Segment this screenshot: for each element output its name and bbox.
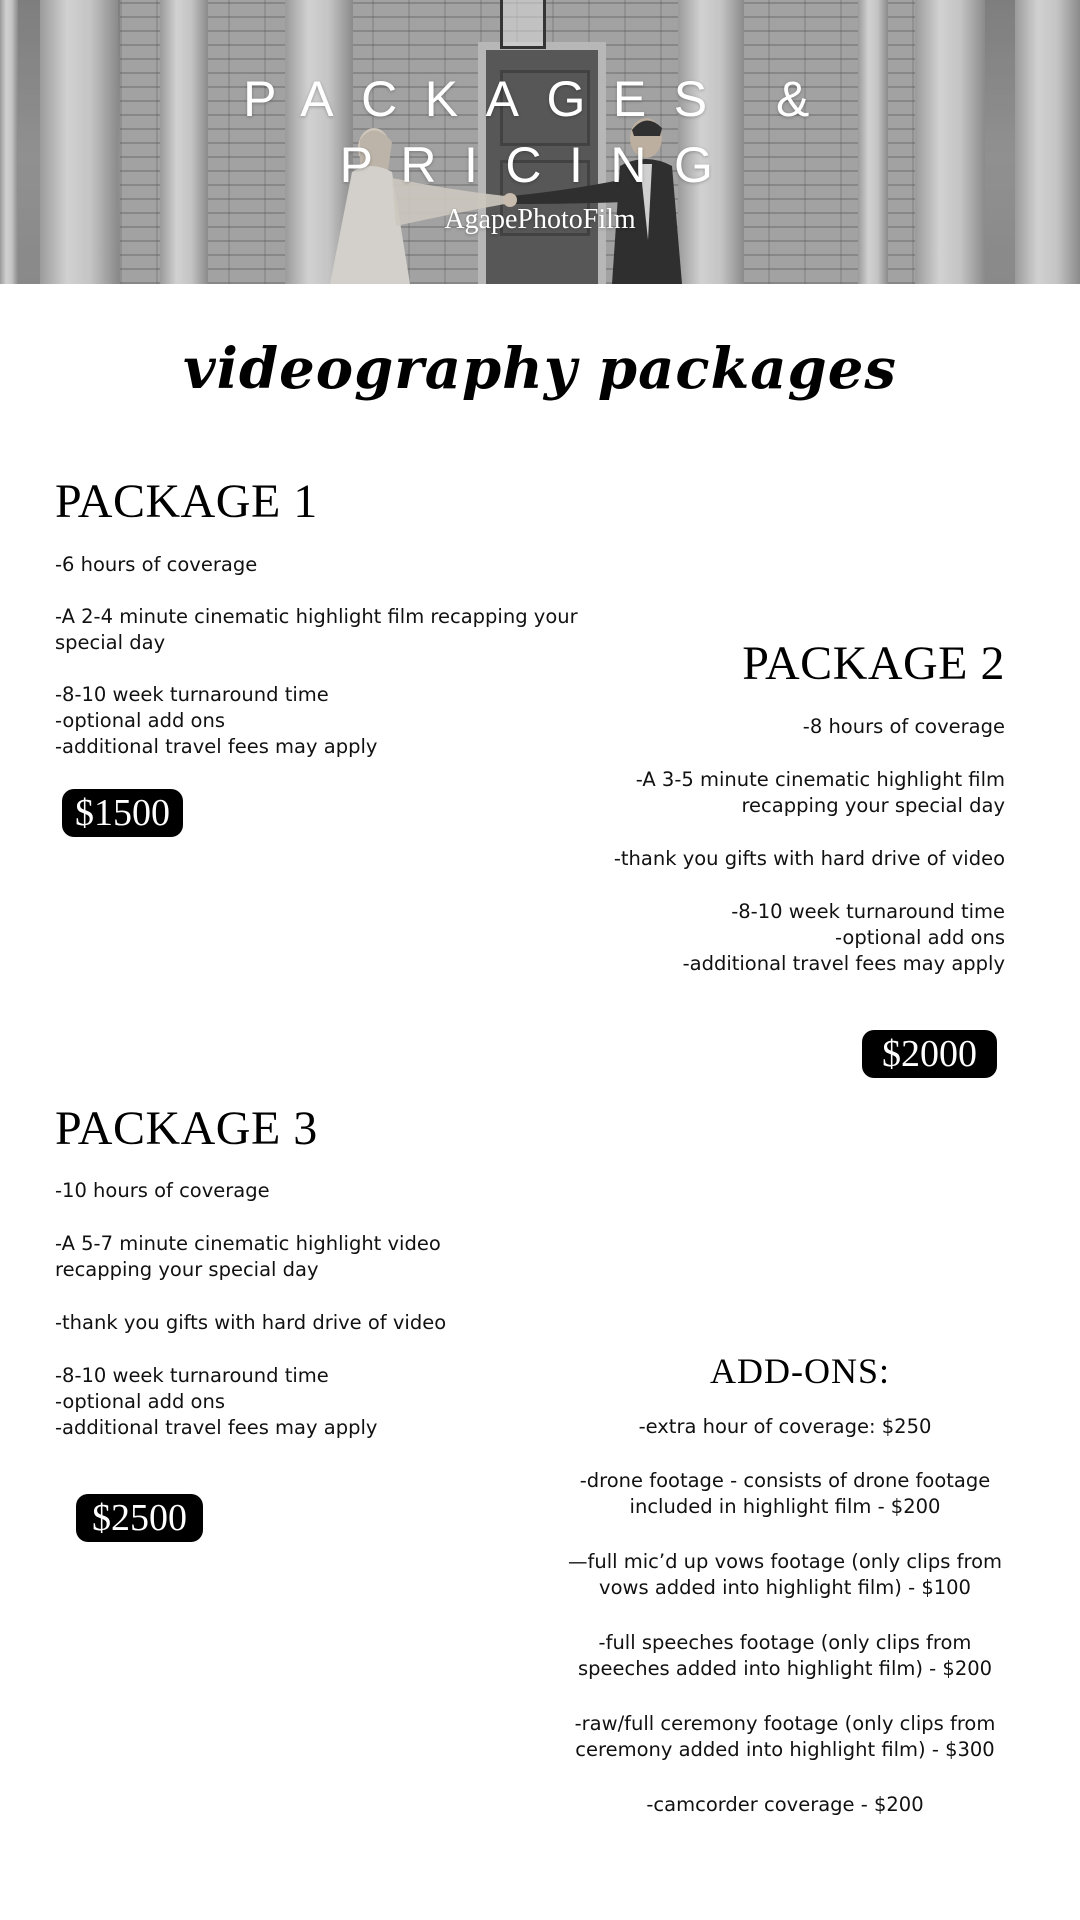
addon-line: included in highlight film - $200: [629, 1495, 941, 1518]
brand-name: AgapePhotoFilm: [444, 204, 636, 235]
addon-line: —full mic’d up vows footage (only clips from: [568, 1550, 1002, 1573]
package-3-line: -8-10 week turnaround time: [55, 1364, 329, 1387]
package-1-line: special day: [55, 631, 166, 654]
package-1-title: PACKAGE 1: [55, 475, 318, 528]
package-2-title: PACKAGE 2: [742, 637, 1005, 690]
package-3-line: -additional travel fees may apply: [55, 1416, 378, 1439]
package-2-line: -A 3-5 minute cinematic highlight film: [635, 768, 1005, 791]
package-2-price: $2000: [862, 1030, 997, 1078]
addon-line: speeches added into highlight film) - $200: [577, 1657, 993, 1680]
package-2-line: -optional add ons: [835, 926, 1005, 949]
addons-title: ADD-ONS:: [709, 1351, 890, 1391]
addon-line: vows added into highlight film) - $100: [599, 1576, 971, 1599]
addon-line: -drone footage - consists of drone footage: [579, 1469, 991, 1492]
package-3-price: $2500: [76, 1494, 203, 1542]
package-3-line: recapping your special day: [55, 1258, 319, 1281]
package-2-line: -8 hours of coverage: [802, 715, 1005, 738]
package-1-line: -8-10 week turnaround time: [55, 683, 329, 706]
hero-banner: [0, 0, 1080, 284]
package-1-line: -additional travel fees may apply: [55, 735, 378, 758]
package-2-line: -additional travel fees may apply: [682, 952, 1005, 975]
hero-title-line2: PRICING: [339, 137, 741, 193]
package-2-line: -thank you gifts with hard drive of video: [613, 847, 1005, 870]
package-3-line: -10 hours of coverage: [55, 1179, 270, 1202]
package-3-title: PACKAGE 3: [55, 1102, 318, 1155]
package-1-price: $1500: [62, 789, 183, 837]
package-3-line: -optional add ons: [55, 1390, 225, 1413]
addon-line: ceremony added into highlight film) - $300: [575, 1738, 995, 1761]
package-1-line: -A 2-4 minute cinematic highlight film recapping your: [55, 605, 578, 628]
addon-line: -extra hour of coverage: $250: [638, 1415, 932, 1438]
addon-line: -full speeches footage (only clips from: [598, 1631, 972, 1654]
package-3-line: -thank you gifts with hard drive of video: [55, 1311, 447, 1334]
hero-title-line1: PACKAGES &: [243, 71, 837, 127]
package-3-line: -A 5-7 minute cinematic highlight video: [55, 1232, 441, 1255]
section-title: videography packages: [183, 336, 897, 402]
package-2-line: -8-10 week turnaround time: [731, 900, 1005, 923]
addon-line: -raw/full ceremony footage (only clips from: [574, 1712, 996, 1735]
addon-line: -camcorder coverage - $200: [646, 1793, 924, 1816]
package-1-line: -6 hours of coverage: [55, 553, 258, 576]
package-1-line: -optional add ons: [55, 709, 225, 732]
package-2-line: recapping your special day: [741, 794, 1005, 817]
